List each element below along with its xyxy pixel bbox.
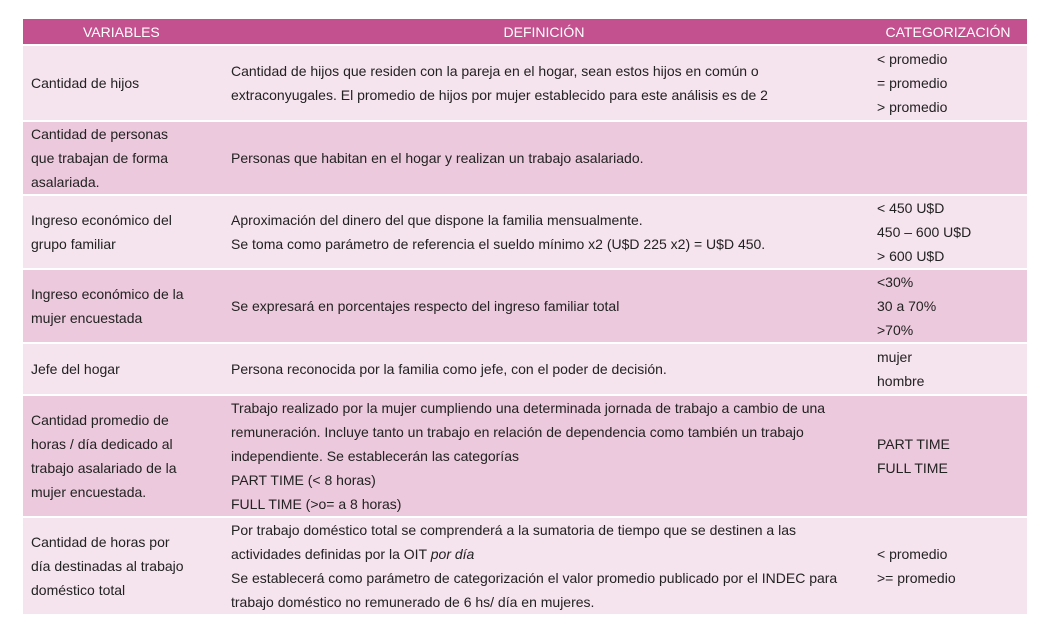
header-definicion: DEFINICIÓN [219, 19, 869, 45]
variable-line: mujer encuestada. [31, 484, 147, 500]
category-line: < promedio [877, 51, 948, 67]
category-cell [869, 121, 1027, 195]
variable-line: Ingreso económico de la [31, 286, 184, 302]
definition-line: trabajo doméstico no remunerado de 6 hs/ día en mujeres. [231, 594, 595, 610]
variable-line: Jefe del hogar [31, 361, 120, 377]
category-cell [869, 343, 1027, 395]
variable-line: trabajo asalariado de la [31, 460, 177, 476]
variable-line: día destinadas al trabajo [31, 558, 184, 574]
definition-line: Se expresará en porcentajes respecto del ingreso familiar total [231, 298, 620, 314]
category-line: hombre [877, 373, 925, 389]
definition-line: Se establecerá como parámetro de categorización el valor promedio publicado por el INDEC para [231, 570, 838, 586]
category-line: mujer [877, 349, 913, 365]
table-row [23, 343, 1027, 395]
definition-cell [219, 395, 869, 517]
category-line: < promedio [877, 546, 948, 562]
variable-line: que trabajan de forma [31, 150, 168, 166]
variable-cell [23, 269, 219, 343]
variable-line: doméstico total [31, 582, 126, 598]
table-row [23, 269, 1027, 343]
definition-cell [219, 343, 869, 395]
category-line: > promedio [877, 99, 948, 115]
variable-line: Cantidad promedio de [31, 412, 169, 428]
category-line: > 600 U$D [877, 248, 945, 264]
table-row [23, 395, 1027, 517]
variable-cell [23, 517, 219, 614]
definition-line: Persona reconocida por la familia como jefe, con el poder de decisión. [231, 361, 667, 377]
variable-line: asalariada. [31, 174, 100, 190]
variable-line: mujer encuestada [31, 310, 143, 326]
definition-line-emphasis: por día [430, 546, 475, 562]
definition-line: Se toma como parámetro de referencia el sueldo mínimo x2 (U$D 225 x2) = U$D 450. [231, 236, 766, 252]
definition-line: Cantidad de hijos que residen con la pareja en el hogar, sean estos hijos en común o [231, 63, 759, 79]
definition-line: extraconyugales. El promedio de hijos por mujer establecido para este análisis es de 2 [231, 87, 768, 103]
definition-line: independiente. Se establecerán las categorías [231, 448, 519, 464]
category-cell [869, 269, 1027, 343]
definition-line [231, 542, 861, 566]
category-line: < 450 U$D [877, 200, 945, 216]
variable-line: Cantidad de hijos [31, 75, 140, 91]
variable-cell [23, 45, 219, 121]
variable-cell [23, 395, 219, 517]
definition-line: Aproximación del dinero del que dispone la familia mensualmente. [231, 212, 643, 228]
category-cell [869, 395, 1027, 517]
category-line: <30% [877, 274, 914, 290]
table-header-row [23, 19, 1027, 45]
header-categorizacion: CATEGORIZACIÓN [869, 19, 1027, 45]
category-line: 450 – 600 U$D [877, 224, 972, 240]
variable-cell [23, 343, 219, 395]
variable-cell [23, 121, 219, 195]
category-line: FULL TIME [877, 460, 948, 476]
variable-line: Cantidad de personas [31, 126, 168, 142]
variables-table [23, 19, 1027, 614]
definition-line: Trabajo realizado por la mujer cumpliendo una determinada jornada de trabajo a cambio de una [231, 400, 826, 416]
category-line: >70% [877, 322, 914, 338]
definition-line: FULL TIME (>o= a 8 horas) [231, 496, 402, 512]
table-row [23, 517, 1027, 614]
definition-line: Personas que habitan en el hogar y realizan un trabajo asalariado. [231, 150, 644, 166]
category-line: >= promedio [877, 570, 956, 586]
category-cell [869, 195, 1027, 269]
category-line: PART TIME [877, 436, 950, 452]
definition-cell [219, 195, 869, 269]
table-row [23, 195, 1027, 269]
definition-cell [219, 121, 869, 195]
variable-line: horas / día dedicado al [31, 436, 173, 452]
variables-table-container [23, 19, 1027, 614]
definition-line: Por trabajo doméstico total se comprenderá a la sumatoria de tiempo que se destinen a las [231, 522, 796, 538]
definition-cell [219, 269, 869, 343]
variable-line: grupo familiar [31, 236, 116, 252]
definition-line: PART TIME (< 8 horas) [231, 472, 376, 488]
variable-cell [23, 195, 219, 269]
table-row [23, 121, 1027, 195]
definition-cell [219, 517, 869, 614]
definition-line: remuneración. Incluye tanto un trabajo en relación de dependencia como también un trabajo [231, 424, 804, 440]
variable-line: Ingreso económico del [31, 212, 172, 228]
definition-line-text: actividades definidas por la OIT [231, 546, 431, 562]
header-variables: VARIABLES [23, 19, 219, 45]
category-cell [869, 45, 1027, 121]
category-line: 30 a 70% [877, 298, 937, 314]
variable-line: Cantidad de horas por [31, 534, 170, 550]
category-cell [869, 517, 1027, 614]
definition-cell [219, 45, 869, 121]
category-line: = promedio [877, 75, 948, 91]
table-row [23, 45, 1027, 121]
